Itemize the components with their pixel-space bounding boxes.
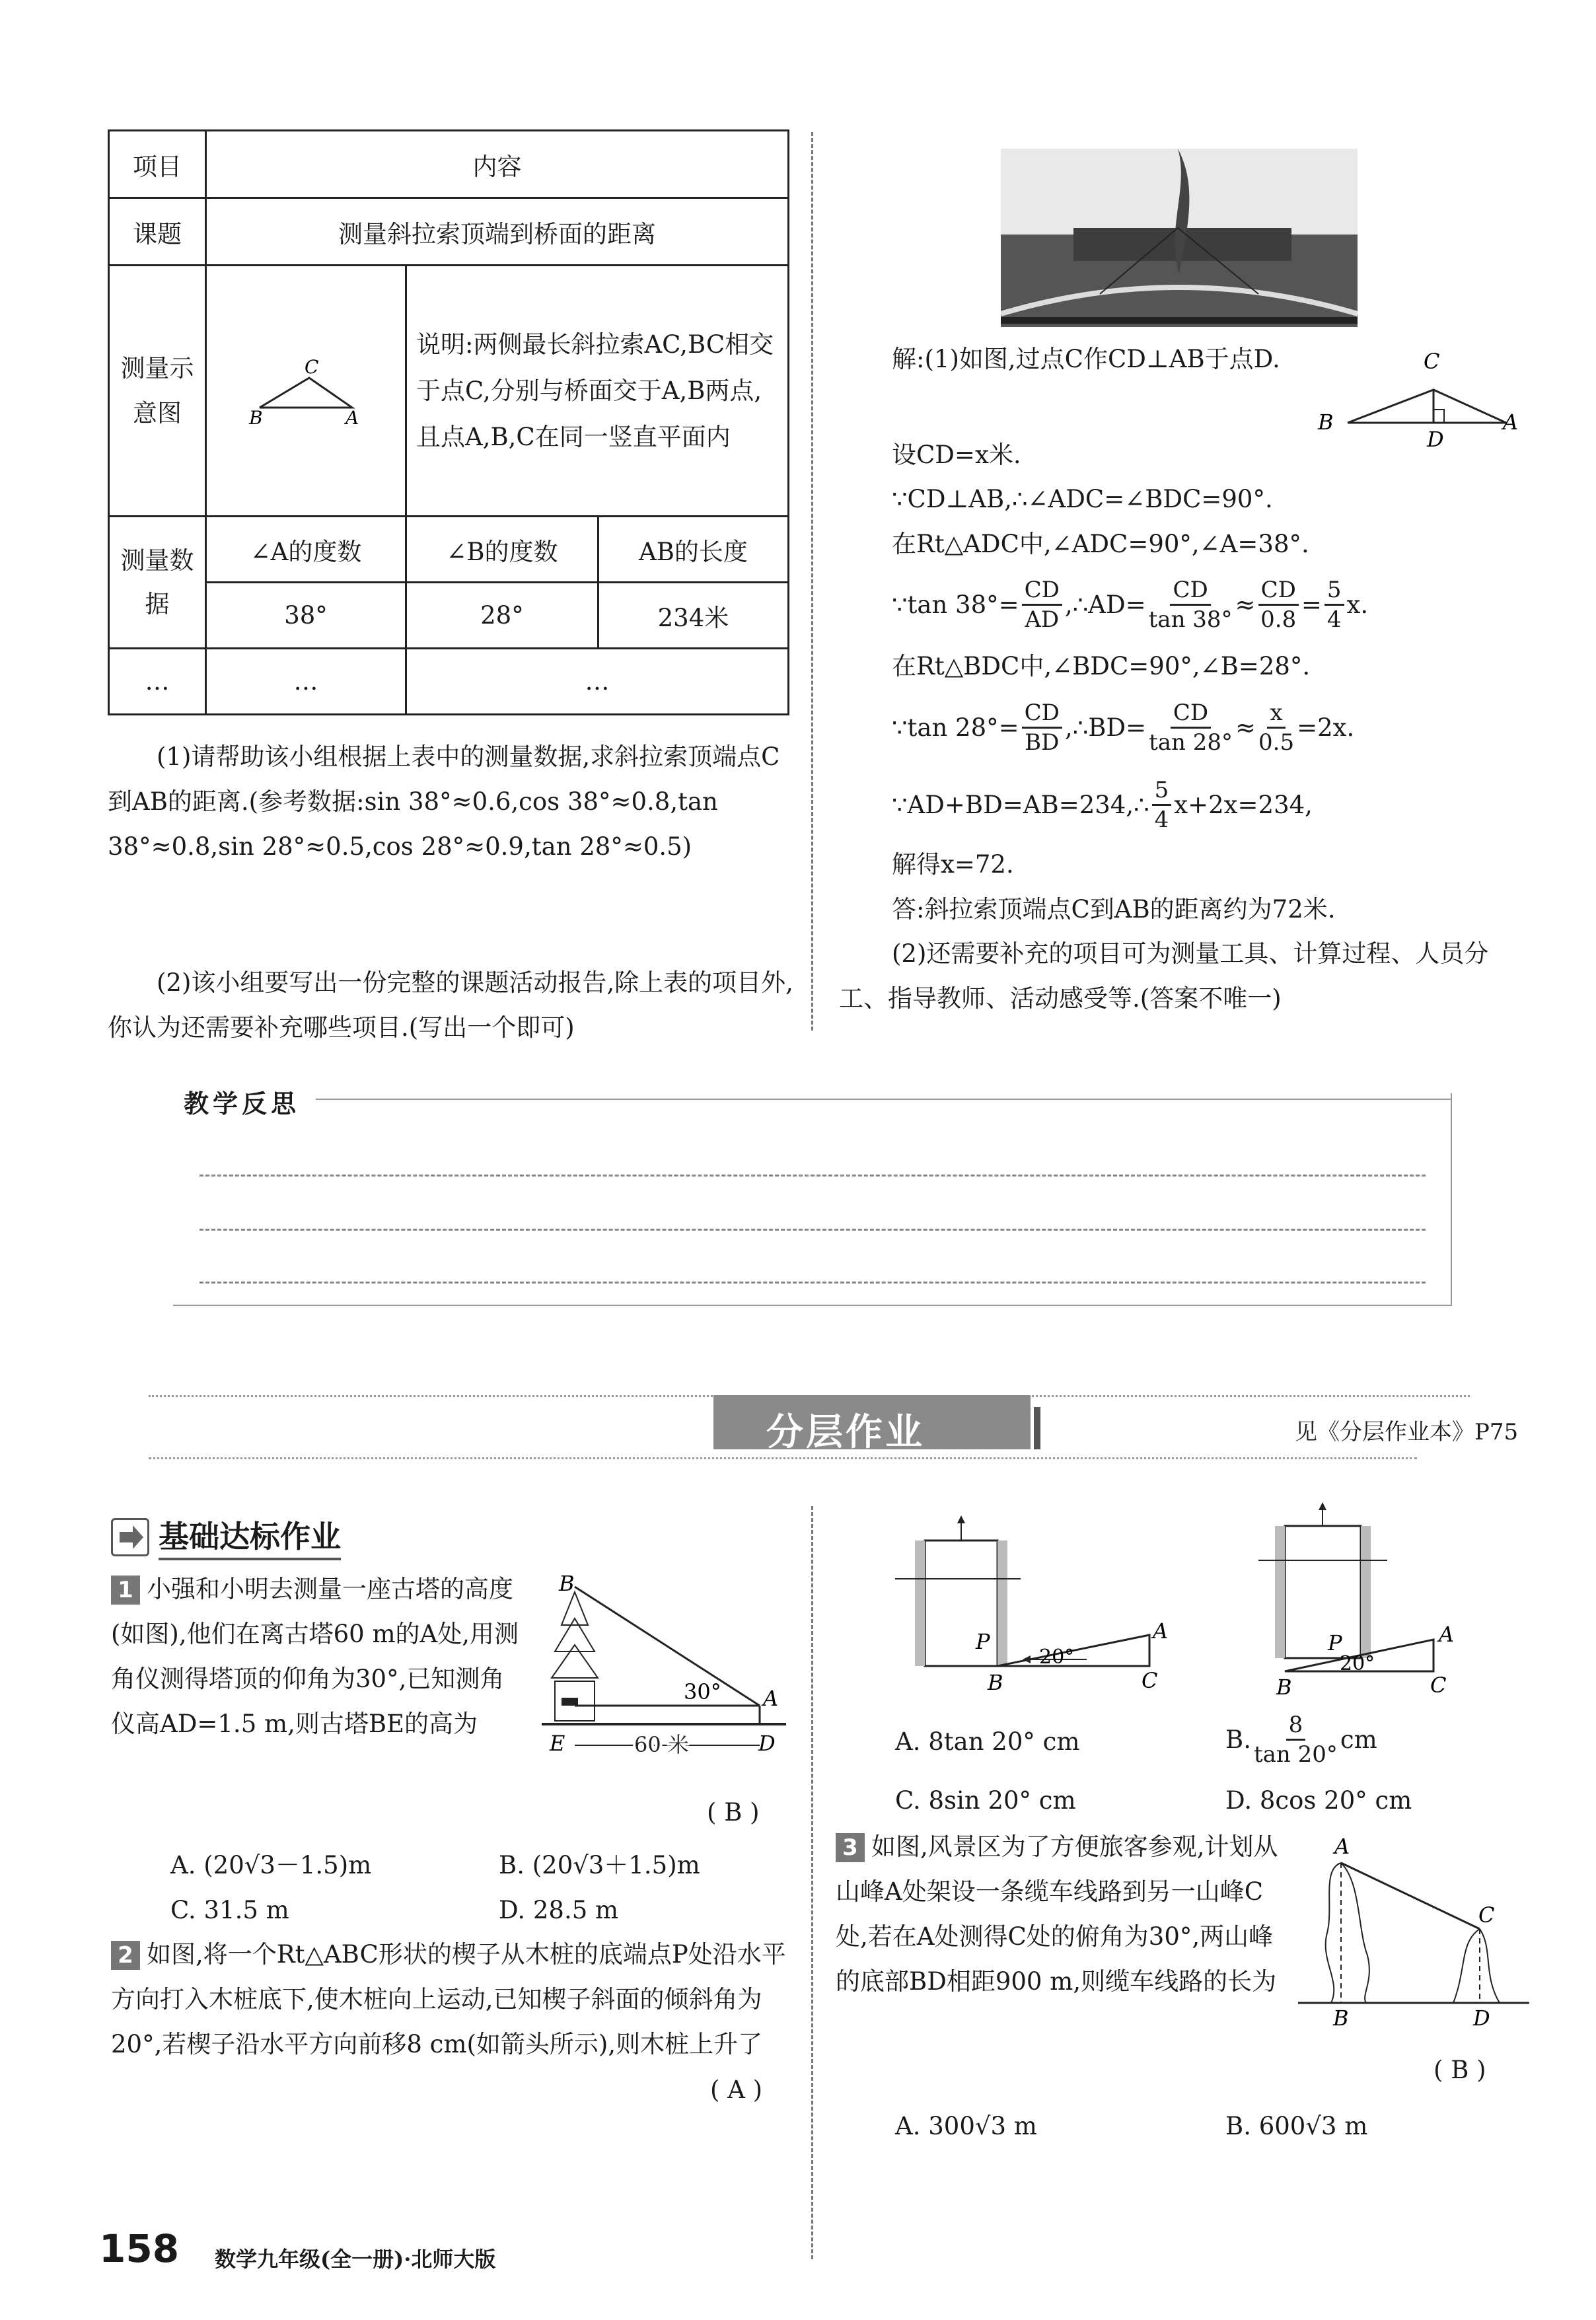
solution-line-8: ∵AD+BD=AB=234,∴ $\frac{5}{4}$ x+2x=234,	[892, 777, 1313, 833]
value-angle-a: 38°	[206, 583, 406, 649]
table-header-content: 内容	[206, 131, 789, 198]
problem-3-text: 3 如图,风景区为了方便旅客参观,计划从山峰A处架设一条缆车线路到另一山峰C处,若在A处测得C处的俯角为30°,两山峰的底部BD相距900 m,则缆车线路的长为	[836, 1832, 1278, 1996]
data-label: 测量数据	[109, 517, 206, 649]
p1-label-d: D	[758, 1731, 776, 1756]
book-title: 数学九年级(全一册)·北师大版	[215, 2247, 496, 2272]
label-b: B	[249, 407, 263, 427]
frac-cd-bd: $\frac{CD}{BD}$	[1022, 699, 1062, 756]
problem-2-answer: ( A )	[710, 2076, 763, 2104]
triangle-diagram	[246, 348, 365, 427]
solution-line-10: 答:斜拉索顶端点C到AB的距离约为72米.	[892, 895, 1336, 924]
bridge-photo	[1001, 149, 1358, 327]
problem-2-figure-2	[1255, 1500, 1533, 1698]
p1-angle: 30°	[684, 1679, 721, 1704]
problem-1-text: 1 小强和小明去测量一座古塔的高度(如图),他们在离古塔60 m的A处,用测角仪测得塔顶的仰角为30°,已知测角仪高AD=1.5 m,则古塔BE的高为	[111, 1575, 519, 1738]
frac-5-4-b: $\frac{5}{4}$	[1152, 776, 1172, 834]
note-text: 说明:两侧最长斜拉索AC,BC相交于点C,分别与桥面交于A,B两点,且点A,B,C在同一竖直平面内	[406, 266, 789, 517]
table-header-item: 项目	[109, 131, 206, 198]
p2f2-label-c: C	[1430, 1673, 1447, 1698]
p3-label-a: A	[1334, 1834, 1350, 1859]
p2-option-c: C. 8sin 20° cm	[895, 1786, 1076, 1815]
p3-option-b: B. 600√3 m	[1225, 2112, 1368, 2140]
banner-bar	[1034, 1407, 1040, 1449]
ellipsis-1: …	[109, 649, 206, 715]
ellipsis-3: …	[406, 649, 789, 715]
reflection-title: 教学反思	[184, 1089, 301, 1118]
topic-label: 课题	[109, 198, 206, 266]
solution-line-2: 设CD=x米.	[892, 441, 1021, 469]
sol-label-d: D	[1427, 427, 1444, 449]
frac-x-05: $\frac{x}{0.5}$	[1258, 700, 1295, 756]
sol-label-c: C	[1424, 349, 1440, 374]
value-ab-length: 234米	[598, 583, 788, 649]
p1-label-a: A	[763, 1686, 779, 1711]
p2f2-label-b: B	[1276, 1675, 1292, 1698]
problem-2-figure-1	[889, 1513, 1179, 1698]
p2f1-label-a: A	[1153, 1618, 1169, 1644]
problem-1-number: 1	[111, 1576, 140, 1605]
p3-label-b: B	[1333, 2006, 1349, 2028]
p1-option-d: D. 28.5 m	[499, 1896, 619, 1924]
solution-line-3: ∵CD⊥AB,∴∠ADC=∠BDC=90°.	[892, 485, 1273, 513]
solution-diagram	[1315, 344, 1526, 449]
p2f2-label-p: P	[1328, 1630, 1342, 1655]
section-arrow-icon	[111, 1518, 149, 1556]
p2-option-d: D. 8cos 20° cm	[1225, 1786, 1412, 1815]
reflection-line-2	[200, 1229, 1426, 1231]
problem-3-answer: ( B )	[1433, 2056, 1486, 2084]
p1-option-a: A. (20√3－1.5)m	[170, 1851, 372, 1879]
banner-title: 分层作业	[766, 1411, 925, 1454]
solution-line-9: 解得x=72.	[892, 850, 1014, 879]
problem-1-figure	[535, 1572, 799, 1770]
col-ab-length: AB的长度	[598, 517, 788, 583]
p3-label-d: D	[1473, 2006, 1490, 2028]
p2f1-label-p: P	[976, 1629, 990, 1654]
frac-5-4: $\frac{5}{4}$	[1324, 576, 1344, 634]
p2f1-angle: 20°	[1039, 1646, 1075, 1669]
problem-2-text: 2 如图,将一个Rt△ABC形状的楔子从木桩的底端点P处沿水平方向打入木桩底下,使木桩向上运动,已知楔子斜面的倾斜角为20°,若楔子沿水平方向前移8 cm(如箭头所示),则木桩上升了	[111, 1940, 786, 2058]
label-a: A	[345, 407, 359, 427]
problem-3-number: 3	[836, 1833, 865, 1862]
p2-option-b: B. $\frac{8}{\tan 20^\circ}$ cm	[1225, 1712, 1377, 1768]
p1-option-b: B. (20√3＋1.5)m	[499, 1851, 700, 1879]
p2f2-angle: 20°	[1340, 1652, 1375, 1675]
table-diagram	[206, 266, 406, 517]
problem-2-number: 2	[111, 1941, 140, 1970]
p2f2-label-a: A	[1439, 1622, 1455, 1647]
value-angle-b: 28°	[406, 583, 598, 649]
p1-distance: 60 米	[634, 1732, 689, 1757]
section-title: 基础达标作业	[159, 1513, 341, 1560]
p2-option-a: A. 8tan 20° cm	[895, 1727, 1080, 1756]
frac-cd-08: $\frac{CD}{0.8}$	[1258, 576, 1299, 634]
column-divider-lower	[811, 1506, 813, 2259]
sol-label-b: B	[1318, 410, 1334, 435]
solution-line-6: 在Rt△BDC中,∠BDC=90°,∠B=28°.	[892, 652, 1311, 680]
survey-table	[108, 129, 789, 715]
frac-cd-tan38: $\frac{CD}{\tan 38^\circ}$	[1148, 577, 1233, 633]
reflection-right-rule	[1451, 1093, 1452, 1305]
question-2: (2)该小组要写出一份完整的课题活动报告,除上表的项目外,你认为还需要补充哪些项目.(写出一个即可)	[108, 968, 793, 1042]
solution-line-5: ∵tan 38°= $\frac{CD}{AD}$ ,∴AD= $\frac{CD}{\tan 38^\circ}$ ≈ $\frac{CD}{0.8}$ = $\frac{5}{4}$ x.	[892, 577, 1369, 633]
diagram-label: 测量示意图	[109, 266, 206, 517]
label-c: C	[305, 356, 319, 378]
problem-1-answer: ( B )	[707, 1798, 760, 1827]
banner-rule-bottom	[149, 1457, 1417, 1459]
frac-cd-tan28: $\frac{CD}{\tan 28^\circ}$	[1149, 700, 1233, 756]
solution-line-1: 解:(1)如图,过点C作CD⊥AB于点D.	[892, 345, 1280, 373]
p1-label-b: B	[559, 1572, 575, 1596]
page-number: 158	[99, 2226, 180, 2271]
column-divider	[811, 132, 813, 1031]
sol-label-a: A	[1503, 410, 1519, 435]
reflection-line-3	[200, 1282, 1426, 1284]
reflection-top-rule	[316, 1099, 1452, 1100]
col-angle-b: ∠B的度数	[406, 517, 598, 583]
question-1: (1)请帮助该小组根据上表中的测量数据,求斜拉索顶端点C到AB的距离.(参考数据:sin 38°≈0.6,cos 38°≈0.8,tan 38°≈0.8,sin 28°≈0.5,cos 28°≈0.9,tan 28°≈0.5)	[108, 743, 780, 861]
p2-option-b-frac: $\frac{8}{\tan 20^\circ}$	[1253, 1712, 1338, 1768]
p1-option-c: C. 31.5 m	[170, 1896, 289, 1924]
col-angle-a: ∠A的度数	[206, 517, 406, 583]
p1-label-e: E	[550, 1731, 565, 1756]
p3-option-a: A. 300√3 m	[895, 2112, 1037, 2140]
reflection-line-1	[200, 1175, 1426, 1177]
reflection-bottom-rule	[173, 1305, 1452, 1306]
ellipsis-2: …	[206, 649, 406, 715]
frac-cd-ad: $\frac{CD}{AD}$	[1022, 576, 1062, 634]
p3-label-c: C	[1478, 1903, 1495, 1928]
banner-reference: 见《分层作业本》P75	[1295, 1419, 1519, 1445]
solution-line-11: (2)还需要补充的项目可为测量工具、计算过程、人员分工、指导教师、活动感受等.(答案不唯一)	[839, 939, 1489, 1013]
solution-line-4: 在Rt△ADC中,∠ADC=90°,∠A=38°.	[892, 530, 1309, 558]
solution-line-7: ∵tan 28°= $\frac{CD}{BD}$ ,∴BD= $\frac{CD}{\tan 28^\circ}$ ≈ $\frac{x}{0.5}$ =2x.	[892, 700, 1355, 756]
p2f1-label-c: C	[1142, 1668, 1158, 1693]
topic-value: 测量斜拉索顶端到桥面的距离	[206, 198, 789, 266]
problem-3-figure	[1295, 1830, 1533, 2028]
p2f1-label-b: B	[988, 1670, 1003, 1695]
